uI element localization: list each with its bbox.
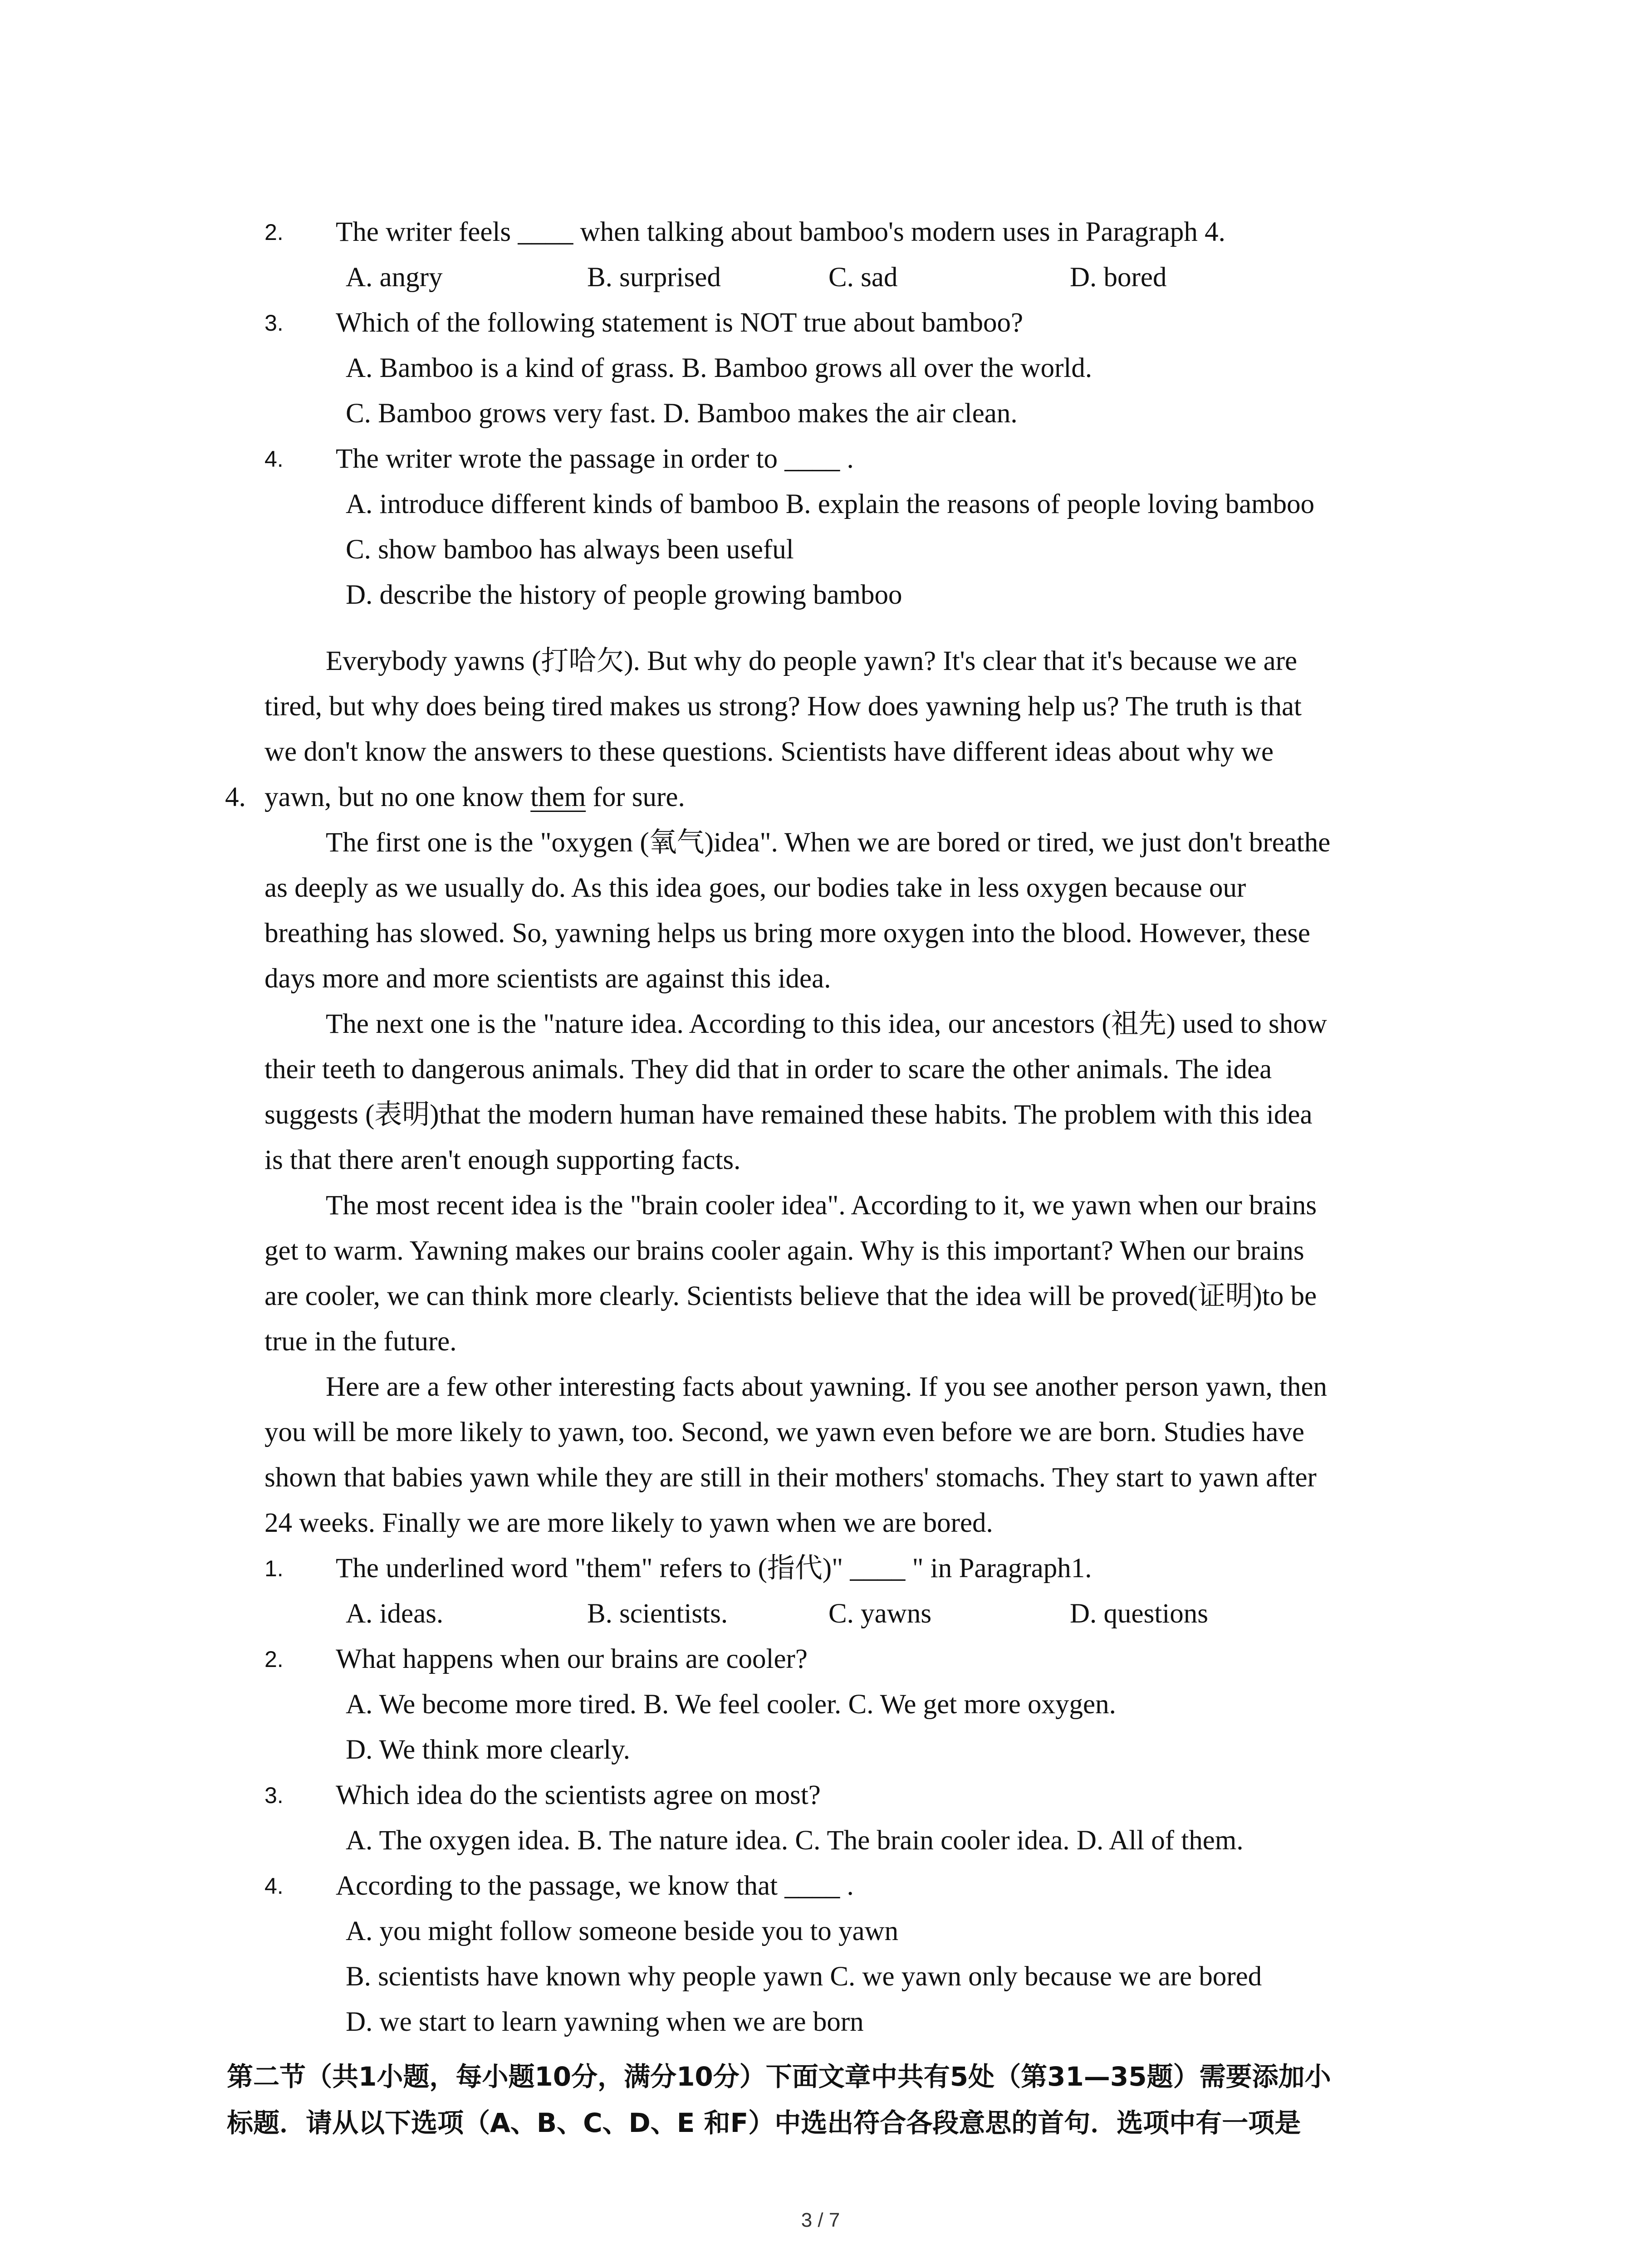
option-d: D. questions [1070,1598,1208,1629]
passage-text: for sure. [586,782,685,812]
option-c: C. sad [828,262,898,293]
option-a: A. angry [346,262,443,293]
question-number: 2. [265,220,284,245]
question-stem: Which of the following statement is NOT true about bamboo? [336,308,1024,338]
options-line: A. The oxygen idea. B. The nature idea. C. The brain cooler idea. D. All of them. [346,1825,1244,1856]
passage-line: their teeth to dangerous animals. They did that in order to scare the other animals. The idea [265,1054,1272,1085]
options-line: D. We think more clearly. [346,1735,630,1765]
option-d: D. bored [1070,262,1167,293]
passage-line: true in the future. [265,1326,457,1357]
options-line: A. introduce different kinds of bamboo B. explain the reasons of people loving bamboo [346,489,1315,519]
question-stem: Which idea do the scientists agree on most? [336,1780,821,1810]
passage-line: Here are a few other interesting facts about yawning. If you see another person yawn, then [326,1372,1327,1402]
passage-line: days more and more scientists are against this idea. [265,963,831,994]
passage-line: suggests (表明)that the modern human have remained these habits. The problem with this idea [265,1100,1313,1130]
options-line: C. Bamboo grows very fast. D. Bamboo makes the air clean. [346,398,1018,429]
passage-line: we don't know the answers to these questions. Scientists have different ideas about why we [265,737,1274,767]
question-number: 1. [265,1556,284,1581]
passage-line: 24 weeks. Finally we are more likely to yawn when we are bored. [265,1508,993,1538]
margin-number: 4. [225,782,246,812]
passage-line: tired, but why does being tired makes us strong? How does yawning help us? The truth is that [265,691,1302,722]
options-line: B. scientists have known why people yawn C. we yawn only because we are bored [346,1961,1262,1992]
option-a: A. ideas. [346,1598,444,1629]
question-number: 4. [265,446,284,472]
passage-line: as deeply as we usually do. As this idea goes, our bodies take in less oxygen because our [265,873,1246,903]
underlined-word: them [530,782,586,812]
passage-line: The most recent idea is the "brain cooler idea". According to it, we yawn when our brains [326,1190,1317,1221]
options-row [346,259,1435,296]
question-stem: The underlined word "them" refers to (指代)" ____ " in Paragraph1. [336,1553,1092,1584]
passage-line: get to warm. Yawning makes our brains cooler again. Why is this important? When our brains [265,1236,1304,1266]
options-row [346,1596,1435,1632]
question-stem: The writer feels ____ when talking about bamboo's modern uses in Paragraph 4. [336,217,1225,247]
passage-line: you will be more likely to yawn, too. Second, we yawn even before we are born. Studies have [265,1417,1304,1447]
section-heading-line: 第二节（共1小题，每小题10分，满分10分）下面文章中共有5处（第31—35题）需要添加小 [227,2061,1331,2092]
question-stem: The writer wrote the passage in order to ____ . [336,444,854,474]
passage-line: The first one is the "oxygen (氧气)idea". When we are bored or tired, we just don't breathe [326,827,1331,858]
option-c: C. yawns [828,1598,932,1629]
question-stem: According to the passage, we know that ____ . [336,1871,854,1901]
question-number: 3. [265,310,284,336]
passage-line: shown that babies yawn while they are still in their mothers' stomachs. They start to yawn after [265,1462,1317,1493]
question-number: 3. [265,1783,284,1808]
question-number: 2. [265,1647,284,1672]
passage-line: The next one is the "nature idea. According to this idea, our ancestors (祖先) used to show [326,1009,1327,1039]
options-line: D. describe the history of people growing bamboo [346,580,902,610]
passage-line: breathing has slowed. So, yawning helps us bring more oxygen into the blood. However, these [265,918,1310,948]
options-line: A. Bamboo is a kind of grass. B. Bamboo grows all over the world. [346,353,1092,383]
page-number: 3 / 7 [801,2209,840,2231]
option-b: B. surprised [587,262,721,293]
question-number: 4. [265,1873,284,1899]
options-line: A. you might follow someone beside you to yawn [346,1916,899,1946]
passage-line: Everybody yawns (打哈欠). But why do people yawn? It's clear that it's because we are [326,646,1298,676]
options-line: C. show bamboo has always been useful [346,534,794,565]
passage-line: are cooler, we can think more clearly. Scientists believe that the idea will be proved(证明)to be [265,1281,1317,1311]
passage-line: is that there aren't enough supporting facts. [265,1145,741,1175]
passage-line [265,779,685,816]
options-line: D. we start to learn yawning when we are born [346,2007,864,2037]
options-line: A. We become more tired. B. We feel cooler. C. We get more oxygen. [346,1689,1116,1720]
passage-text: yawn, but no one know [265,782,531,812]
question-stem: What happens when our brains are cooler? [336,1644,808,1674]
section-heading-line: 标题．请从以下选项（A、B、C、D、E 和F）中选出符合各段意思的首句．选项中有一项是 [227,2107,1301,2138]
option-b: B. scientists. [587,1598,728,1629]
